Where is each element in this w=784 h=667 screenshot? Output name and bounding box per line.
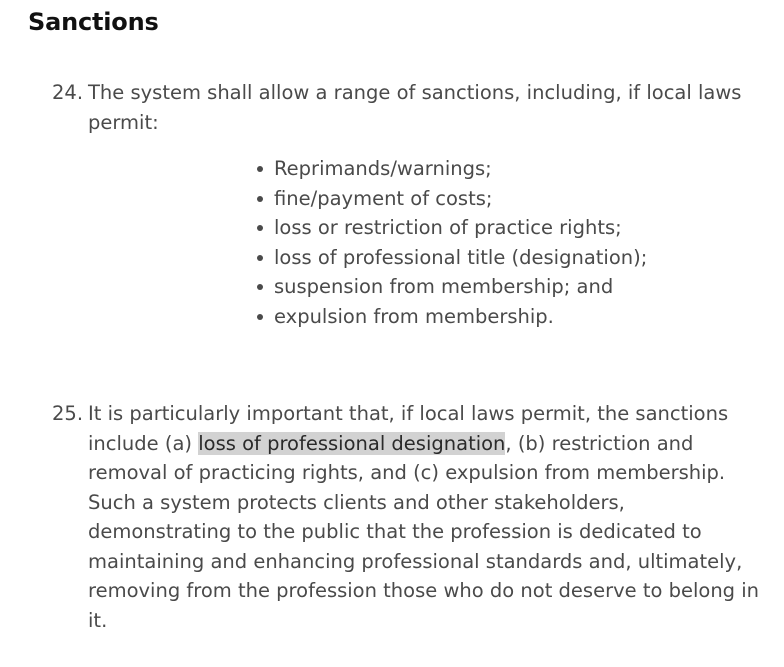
- bullet-dot-icon: [257, 255, 263, 261]
- clause-text: The system shall allow a range of sanctions, including, if local laws permit:: [88, 81, 742, 134]
- clause-number: 24.: [52, 81, 84, 104]
- clause-text: [88, 399, 772, 635]
- list-item-text: loss of professional title (designation);: [274, 245, 648, 269]
- list-item: [256, 184, 647, 214]
- list-item-text: fine/payment of costs;: [274, 186, 493, 210]
- clause-25: [52, 399, 772, 635]
- bullet-dot-icon: [257, 196, 263, 202]
- sanctions-list: [256, 154, 647, 331]
- bullet-dot-icon: [257, 166, 263, 172]
- clause-text-after: , (b) restriction and removal of practicing rights, and (c) expulsion from membership. Such a system protects clients and other stakeholders, demonstrating to the public that the profession is dedicated to maintaining and enhancing professional standards and, ultimately, removing from the profession those who do not deserve to belong in it.: [88, 431, 760, 632]
- bullet-dot-icon: [257, 284, 263, 290]
- highlighted-text[interactable]: loss of professional designation: [198, 431, 506, 455]
- list-item-text: loss or restriction of practice rights;: [274, 216, 622, 239]
- bullet-dot-icon: [257, 225, 263, 231]
- list-item: [256, 213, 647, 243]
- list-item-text: expulsion from membership.: [274, 304, 554, 328]
- list-item-text: Reprimands/warnings;: [274, 157, 492, 180]
- list-item: [256, 272, 647, 302]
- clause-24: [52, 78, 772, 137]
- clause-text-before: It is particularly important that, if local laws permit, the sanctions include (a): [88, 402, 729, 455]
- bullet-dot-icon: [257, 314, 263, 320]
- clause-number: 25.: [52, 402, 84, 425]
- section-heading: Sanctions: [28, 8, 159, 36]
- list-item: [256, 302, 647, 332]
- list-item: [256, 154, 647, 184]
- list-item-text: suspension from membership; and: [274, 275, 614, 298]
- list-item: [256, 243, 647, 273]
